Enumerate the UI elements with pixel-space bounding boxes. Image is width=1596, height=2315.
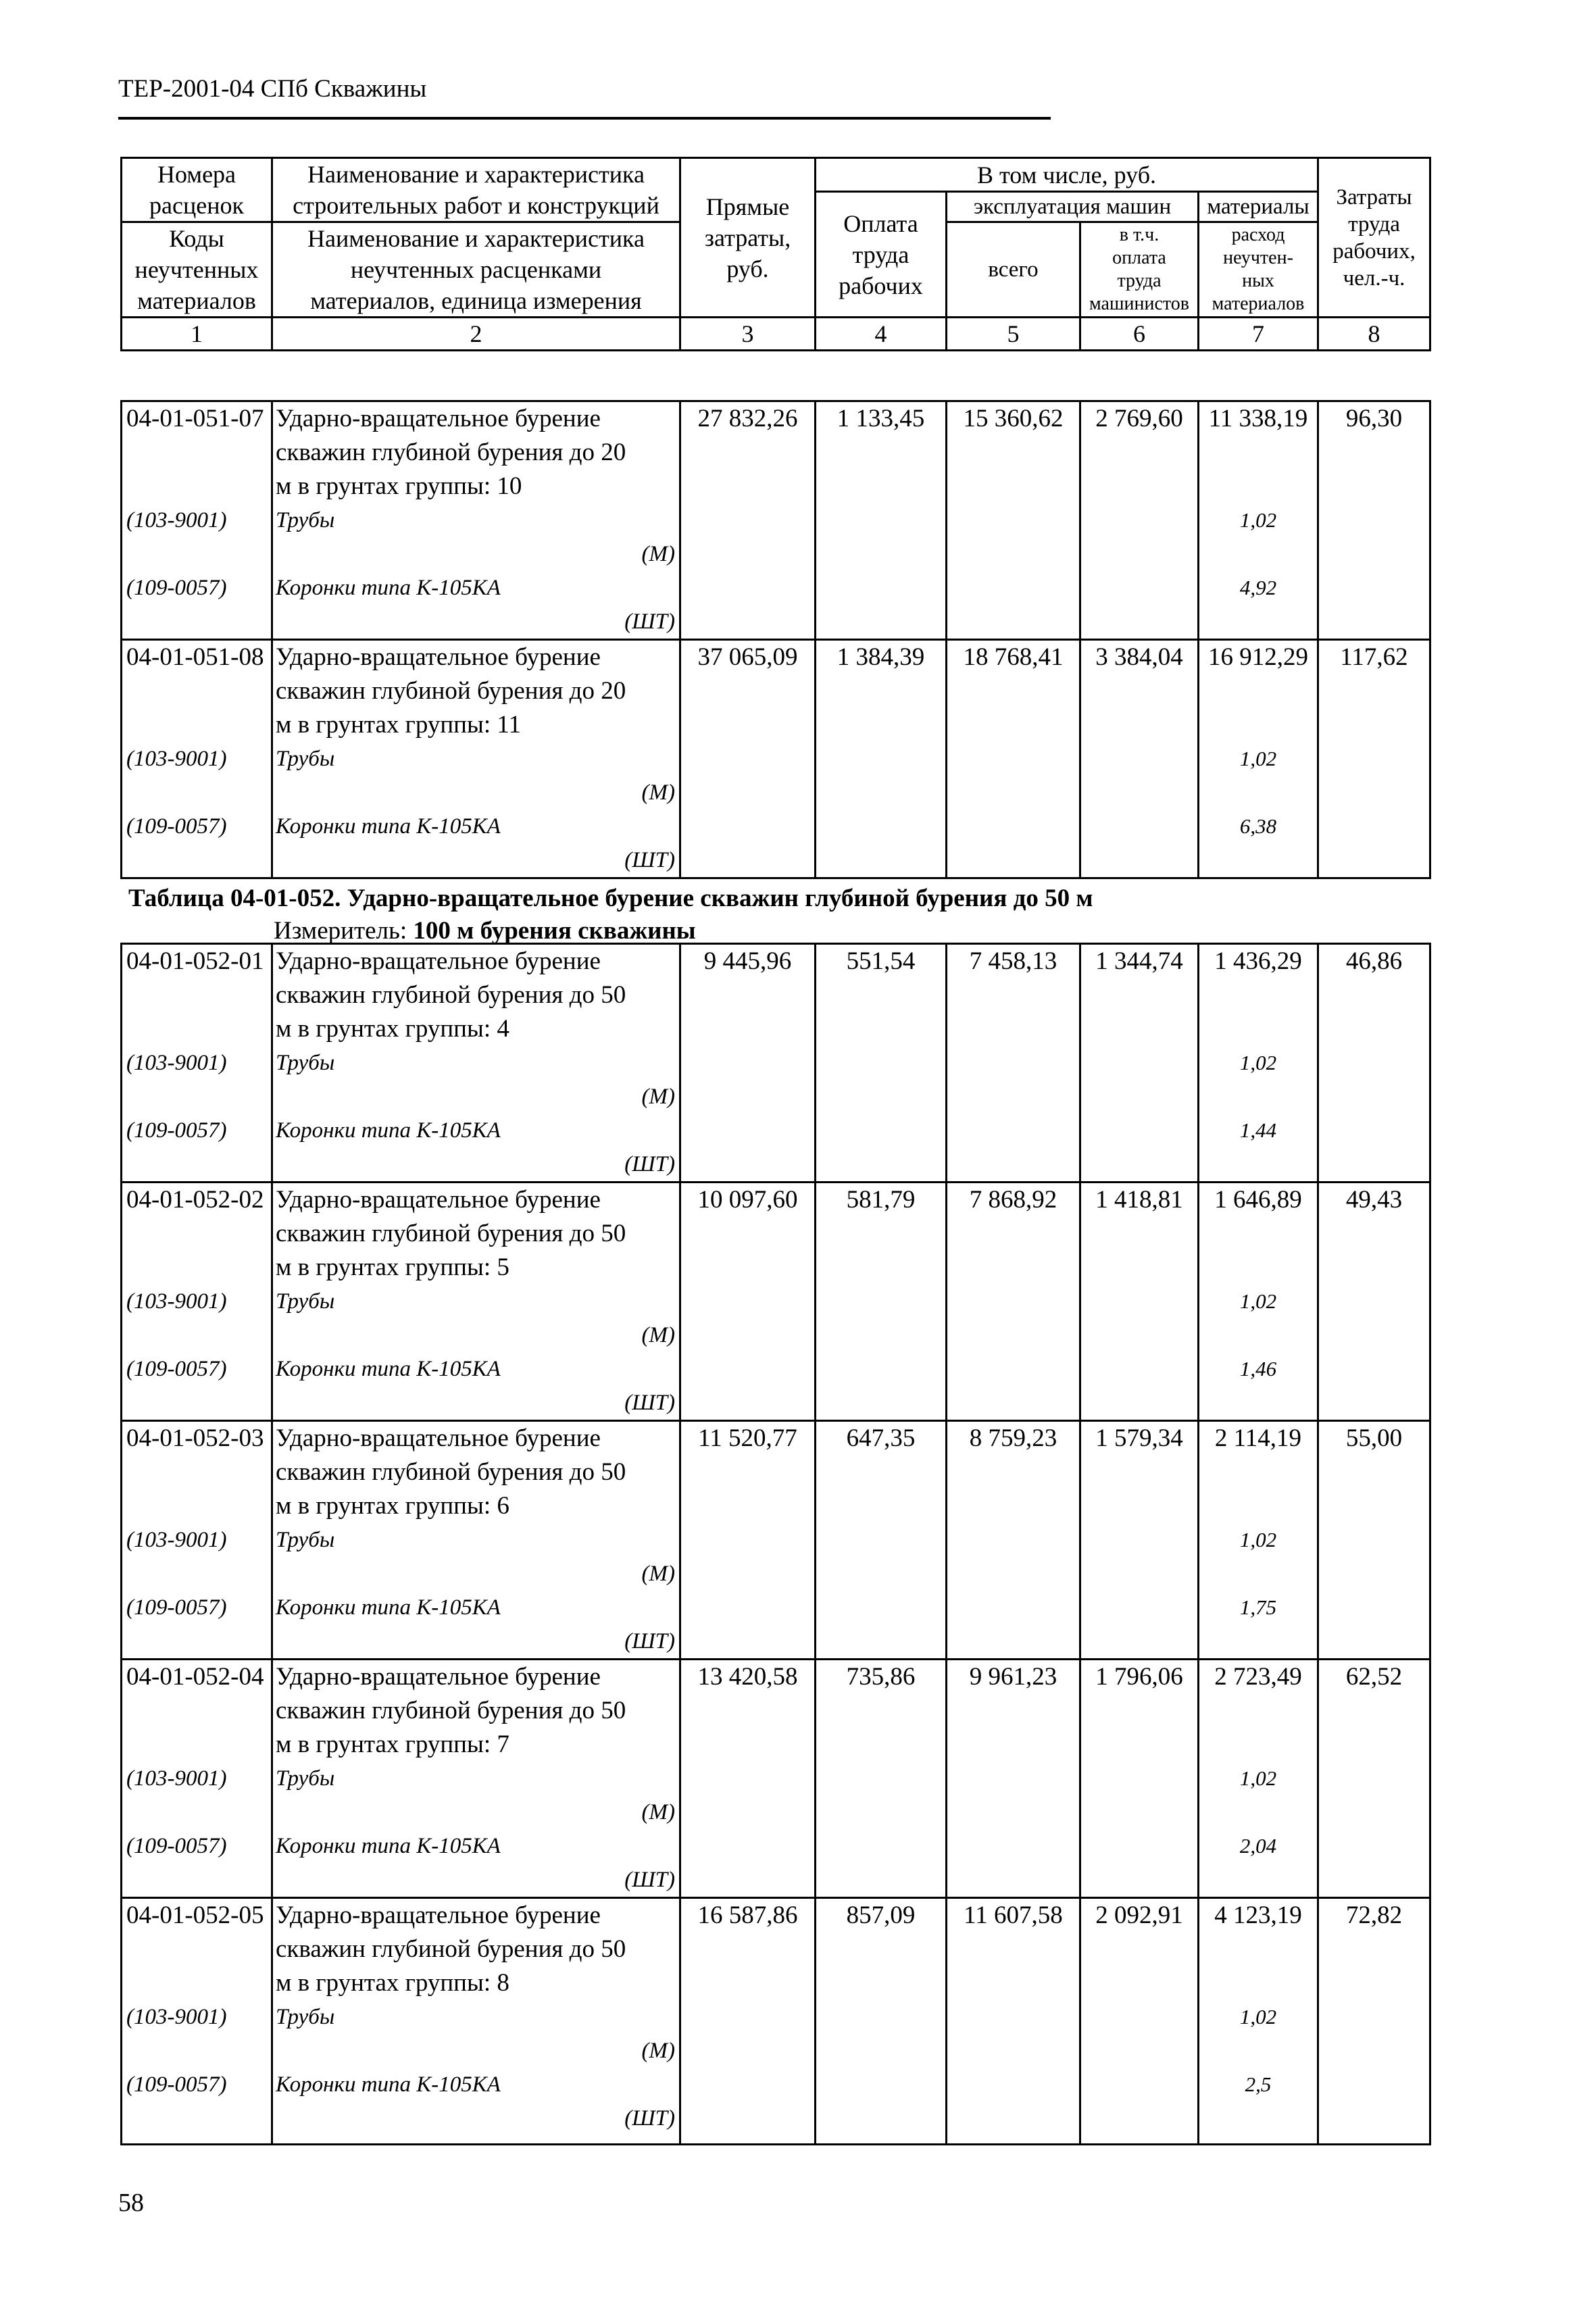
work-name-cell (272, 401, 680, 640)
rate-code: 04-01-052-03 (126, 1424, 264, 1452)
work-name-line: Ударно-вращательное бурение (276, 1901, 601, 1929)
material-name: Трубы (276, 1051, 335, 1075)
material-unit: (ШТ) (624, 2106, 675, 2131)
col3-header: Прямые затраты, руб. (680, 158, 816, 318)
materials-cost: 2 723,49 (1214, 1663, 1302, 1691)
work-name-line: м в грунтах группы: 8 (276, 1969, 509, 1997)
material-unit: (М) (641, 2039, 675, 2063)
column-number: 7 (1199, 318, 1318, 351)
rate-code-cell (122, 640, 272, 878)
measure-line: Измеритель: 100 м бурения скважины (274, 917, 696, 945)
table-title-052: Таблица 04-01-052. Ударно-вращательное бурение скважин глубиной бурения до 50 м (128, 885, 1093, 912)
rate-code-cell (122, 1183, 272, 1421)
rate-code-cell (122, 944, 272, 1183)
direct-costs: 16 587,86 (680, 1898, 816, 2145)
material-unit: (М) (641, 1562, 675, 1586)
material-unit: (М) (641, 1323, 675, 1347)
material-name: Коронки типа К-105КА (276, 2072, 501, 2097)
materials-cost: 2 114,19 (1214, 1424, 1302, 1452)
labor-hours: 49,43 (1318, 1183, 1430, 1421)
labor-hours: 62,52 (1318, 1660, 1430, 1898)
machine-operation: 8 759,23 (947, 1421, 1080, 1660)
work-name-line: скважин глубиной бурения до 50 (276, 1697, 626, 1724)
material-code: (103-9001) (126, 508, 227, 532)
work-name-line: Ударно-вращательное бурение (276, 1663, 601, 1691)
table-row (122, 944, 1430, 1183)
direct-costs: 11 520,77 (680, 1421, 816, 1660)
material-unit: (М) (641, 1800, 675, 1824)
work-name-line: скважин глубиной бурения до 20 (276, 439, 626, 466)
column-header-table (120, 157, 1431, 351)
column-number: 3 (680, 318, 816, 351)
material-consumption: 6,38 (1239, 814, 1277, 838)
column-number: 1 (122, 318, 272, 351)
labor-pay: 551,54 (816, 944, 947, 1183)
materials-cost: 16 912,29 (1208, 643, 1308, 671)
labor-hours: 46,86 (1318, 944, 1430, 1183)
material-name: Коронки типа К-105КА (276, 1357, 501, 1381)
work-name-line: скважин глубиной бурения до 50 (276, 1220, 626, 1247)
materials-group-header: материалы (1199, 192, 1318, 222)
rate-code: 04-01-052-01 (126, 947, 264, 975)
material-unit: (М) (641, 542, 675, 566)
machinist-pay: 1 796,06 (1080, 1660, 1199, 1898)
material-unit: (ШТ) (624, 1629, 675, 1653)
work-name-cell (272, 640, 680, 878)
rate-code-cell (122, 1421, 272, 1660)
material-name: Коронки типа К-105КА (276, 814, 501, 839)
material-code: (109-0057) (126, 2072, 227, 2097)
material-consumption: 1,75 (1239, 1595, 1277, 1619)
work-name-line: Ударно-вращательное бурение (276, 643, 601, 671)
breakdown-group-header: В том числе, руб. (816, 158, 1318, 192)
work-name-line: скважин глубиной бурения до 50 (276, 1458, 626, 1486)
material-name: Коронки типа К-105КА (276, 1595, 501, 1620)
materials-cell (1199, 944, 1318, 1183)
material-name: Трубы (276, 747, 335, 771)
direct-costs: 13 420,58 (680, 1660, 816, 1898)
table-row (122, 1898, 1430, 2145)
material-name: Коронки типа К-105КА (276, 1118, 501, 1143)
work-name-line: м в грунтах группы: 10 (276, 472, 522, 500)
rates-table-051 (120, 400, 1431, 879)
labor-hours: 72,82 (1318, 1898, 1430, 2145)
work-name-line: м в грунтах группы: 7 (276, 1731, 509, 1758)
document-header: ТЕР-2001-04 СПб Скважины (118, 75, 427, 103)
work-name-line: м в грунтах группы: 5 (276, 1253, 509, 1281)
col4-header: Оплата труда рабочих (816, 192, 947, 318)
rates-table-052 (120, 943, 1431, 2145)
col8-header: Затраты труда рабочих, чел.-ч. (1318, 158, 1430, 318)
material-unit: (ШТ) (624, 1391, 675, 1415)
work-name-cell (272, 944, 680, 1183)
work-name-line: Ударно-вращательное бурение (276, 1424, 601, 1452)
table-row (122, 1421, 1430, 1660)
material-code: (103-9001) (126, 2005, 227, 2029)
rate-code: 04-01-051-07 (126, 405, 264, 432)
work-name-line: скважин глубиной бурения до 50 (276, 1935, 626, 1963)
work-name-line: м в грунтах группы: 11 (276, 711, 521, 739)
material-unit: (ШТ) (624, 848, 675, 872)
machinist-pay: 3 384,04 (1080, 640, 1199, 878)
material-code: (103-9001) (126, 1289, 227, 1314)
material-unit: (М) (641, 1085, 675, 1109)
material-name: Коронки типа К-105КА (276, 576, 501, 600)
material-consumption: 1,44 (1239, 1118, 1277, 1142)
col7-header: расход неучтен- ных материалов (1199, 222, 1318, 318)
column-number-row (122, 318, 1430, 351)
column-number: 6 (1080, 318, 1199, 351)
col5-header: всего (947, 222, 1080, 318)
material-code: (109-0057) (126, 1834, 227, 1858)
material-code: (109-0057) (126, 1357, 227, 1381)
material-code: (103-9001) (126, 1766, 227, 1791)
column-number: 2 (272, 318, 680, 351)
direct-costs: 9 445,96 (680, 944, 816, 1183)
machine-operation: 9 961,23 (947, 1660, 1080, 1898)
material-name: Трубы (276, 508, 335, 532)
labor-pay: 857,09 (816, 1898, 947, 2145)
col6-header: в т.ч. оплата труда машинистов (1080, 222, 1199, 318)
machine-operation: 15 360,62 (947, 401, 1080, 640)
direct-costs: 27 832,26 (680, 401, 816, 640)
column-number: 5 (947, 318, 1080, 351)
material-code: (103-9001) (126, 1051, 227, 1075)
work-name-cell (272, 1660, 680, 1898)
rate-code: 04-01-052-02 (126, 1186, 264, 1214)
material-unit: (ШТ) (624, 609, 675, 634)
rate-code-cell (122, 401, 272, 640)
machinist-pay: 2 769,60 (1080, 401, 1199, 640)
material-name: Трубы (276, 2005, 335, 2029)
work-name-cell (272, 1898, 680, 2145)
table-row (122, 401, 1430, 640)
material-name: Трубы (276, 1766, 335, 1791)
work-name-line: м в грунтах группы: 4 (276, 1015, 509, 1043)
material-unit: (ШТ) (624, 1868, 675, 1892)
table-row (122, 640, 1430, 878)
work-name-line: скважин глубиной бурения до 20 (276, 677, 626, 705)
machine-operation: 7 458,13 (947, 944, 1080, 1183)
material-code: (103-9001) (126, 1528, 227, 1552)
materials-cell (1199, 640, 1318, 878)
materials-cell (1199, 1421, 1318, 1660)
materials-cost: 1 646,89 (1214, 1186, 1302, 1214)
material-code: (103-9001) (126, 747, 227, 771)
material-consumption: 1,02 (1239, 508, 1277, 532)
material-code: (109-0057) (126, 1118, 227, 1143)
work-name-line: Ударно-вращательное бурение (276, 947, 601, 975)
column-number: 8 (1318, 318, 1430, 351)
materials-cell (1199, 1898, 1318, 2145)
work-name-cell (272, 1421, 680, 1660)
labor-pay: 1 384,39 (816, 640, 947, 878)
material-name: Трубы (276, 1289, 335, 1314)
material-consumption: 1,02 (1239, 1528, 1277, 1551)
machinist-pay: 1 344,74 (1080, 944, 1199, 1183)
header-rule (118, 117, 1051, 120)
labor-pay: 581,79 (816, 1183, 947, 1421)
material-unit: (ШТ) (624, 1152, 675, 1176)
work-name-line: Ударно-вращательное бурение (276, 405, 601, 432)
rate-code: 04-01-051-08 (126, 643, 264, 671)
labor-pay: 735,86 (816, 1660, 947, 1898)
machine-operation: 11 607,58 (947, 1898, 1080, 2145)
work-name-cell (272, 1183, 680, 1421)
machine-operation: 18 768,41 (947, 640, 1080, 878)
machine-operation: 7 868,92 (947, 1183, 1080, 1421)
materials-cost: 1 436,29 (1214, 947, 1302, 975)
material-consumption: 1,02 (1239, 747, 1277, 770)
materials-cell (1199, 1660, 1318, 1898)
material-consumption: 1,02 (1239, 1289, 1277, 1313)
labor-hours: 117,62 (1318, 640, 1430, 878)
material-code: (109-0057) (126, 576, 227, 600)
page-number: 58 (118, 2189, 144, 2217)
col1-bottom-header: Коды неучтенных материалов (122, 222, 272, 318)
labor-hours: 96,30 (1318, 401, 1430, 640)
material-name: Трубы (276, 1528, 335, 1552)
machinist-pay: 1 418,81 (1080, 1183, 1199, 1421)
col1-top-header: Номера расценок (122, 158, 272, 222)
material-consumption: 2,04 (1239, 1834, 1277, 1858)
material-consumption: 1,02 (1239, 1766, 1277, 1790)
rate-code-cell (122, 1898, 272, 2145)
rate-code: 04-01-052-05 (126, 1901, 264, 1929)
material-consumption: 1,46 (1239, 1357, 1277, 1380)
direct-costs: 37 065,09 (680, 640, 816, 878)
materials-cell (1199, 401, 1318, 640)
direct-costs: 10 097,60 (680, 1183, 816, 1421)
machinist-pay: 1 579,34 (1080, 1421, 1199, 1660)
material-code: (109-0057) (126, 1595, 227, 1620)
machines-group-header: эксплуатация машин (947, 192, 1199, 222)
material-code: (109-0057) (126, 814, 227, 839)
material-consumption: 1,02 (1239, 1051, 1277, 1074)
material-consumption: 4,92 (1239, 576, 1277, 599)
work-name-line: м в грунтах группы: 6 (276, 1492, 509, 1520)
rate-code-cell (122, 1660, 272, 1898)
materials-cell (1199, 1183, 1318, 1421)
table-row (122, 1183, 1430, 1421)
materials-cost: 11 338,19 (1208, 405, 1308, 432)
labor-pay: 647,35 (816, 1421, 947, 1660)
rate-code: 04-01-052-04 (126, 1663, 264, 1691)
table-row (122, 1660, 1430, 1898)
labor-hours: 55,00 (1318, 1421, 1430, 1660)
material-unit: (М) (641, 780, 675, 805)
labor-pay: 1 133,45 (816, 401, 947, 640)
work-name-line: Ударно-вращательное бурение (276, 1186, 601, 1214)
col2-bottom-header: Наименование и характеристика неучтенных расценками материалов, единица измерения (272, 222, 680, 318)
material-name: Коронки типа К-105КА (276, 1834, 501, 1858)
col2-top-header: Наименование и характеристика строительных работ и конструкций (272, 158, 680, 222)
work-name-line: скважин глубиной бурения до 50 (276, 981, 626, 1009)
column-number: 4 (816, 318, 947, 351)
machinist-pay: 2 092,91 (1080, 1898, 1199, 2145)
material-consumption: 1,02 (1239, 2005, 1277, 2028)
materials-cost: 4 123,19 (1214, 1901, 1302, 1929)
material-consumption: 2,5 (1245, 2072, 1272, 2096)
